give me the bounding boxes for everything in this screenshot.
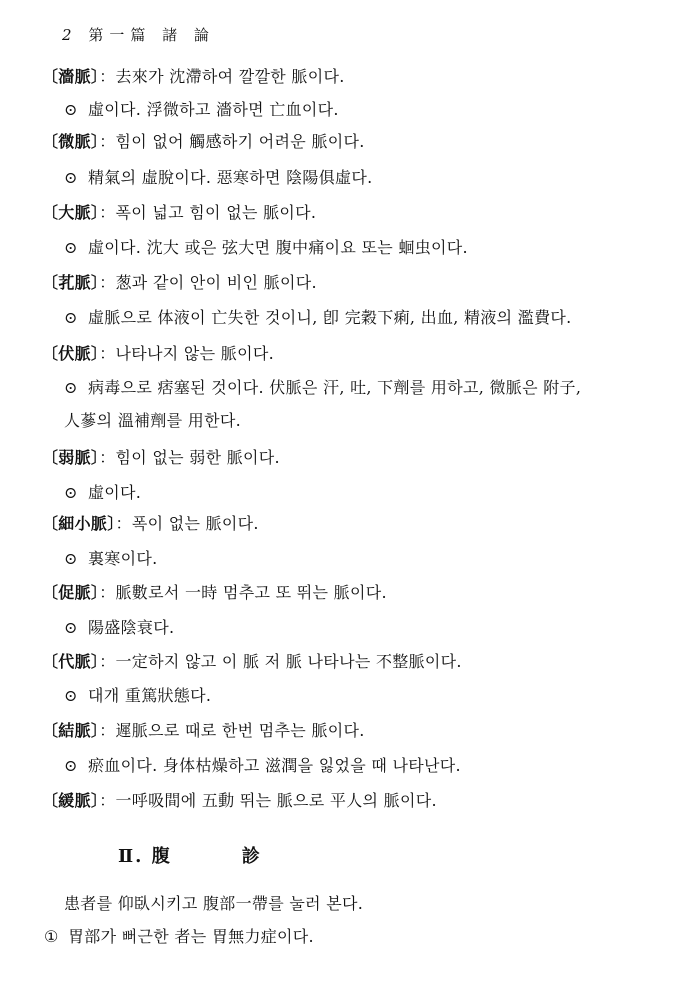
note-text: 裏寒이다. — [88, 549, 158, 568]
section-paragraph: 患者를 仰臥시키고 腹部一帶를 눌러 본다. — [64, 894, 364, 913]
pulse-note — [64, 307, 572, 329]
pulse-definition: ：나타나지 않는 脈이다. — [99, 344, 275, 363]
note-text: 陽盛陰衰다. — [88, 618, 175, 637]
bullet-circle-icon: ⊙ — [64, 686, 78, 705]
pulse-definition: ：一呼吸間에 五動 뛰는 脈으로 平人의 脈이다. — [99, 791, 437, 810]
bullet-circle-icon: ⊙ — [64, 483, 78, 502]
section-numeral: Ⅱ. — [118, 846, 144, 867]
pulse-definition: ：遲脈으로 때로 한번 멈추는 脈이다. — [99, 721, 365, 740]
pulse-entry — [42, 202, 316, 224]
pulse-note-continued: 人蔘의 溫補劑를 用한다. — [64, 411, 241, 430]
pulse-definition: ：힘이 없는 弱한 脈이다. — [99, 448, 280, 467]
pulse-entry — [42, 513, 259, 535]
pulse-term: 〔微脈〕 — [42, 132, 100, 151]
pulse-entry — [42, 343, 274, 365]
pulse-note — [64, 617, 174, 639]
pulse-term: 〔大脈〕 — [42, 203, 100, 222]
pulse-note — [64, 99, 339, 121]
pulse-note — [64, 482, 141, 504]
pulse-term: 〔弱脈〕 — [42, 448, 100, 467]
page-number: 2 — [62, 26, 73, 44]
section-title-second: 診 — [241, 846, 262, 867]
bullet-circle-icon: ⊙ — [64, 549, 78, 568]
note-text: 病毒으로 痞塞된 것이다. 伏脈은 汗, 吐, 下劑를 用하고, 微脈은 附子, — [88, 378, 582, 397]
pulse-entry — [42, 272, 317, 294]
pulse-term: 〔結脈〕 — [42, 721, 100, 740]
bullet-circle-icon: ⊙ — [64, 100, 78, 119]
pulse-entry — [42, 720, 365, 742]
note-text: 虛이다. 浮微하고 濇하면 亡血이다. — [88, 100, 339, 119]
pulse-note — [64, 237, 468, 259]
pulse-definition: ：一定하지 않고 이 脈 저 脈 나타나는 不整脈이다. — [99, 652, 462, 671]
pulse-note — [64, 685, 211, 707]
pulse-entry — [42, 131, 365, 153]
bullet-circle-icon: ⊙ — [64, 378, 78, 397]
chapter-title: 第一篇 諸 論 — [88, 26, 215, 44]
pulse-definition: ：폭이 넓고 힘이 없는 脈이다. — [99, 203, 317, 222]
note-text: 대개 重篤狀態다. — [88, 686, 212, 705]
section-title-first: 腹 — [151, 846, 172, 867]
pulse-note — [64, 548, 158, 570]
pulse-entry — [42, 651, 462, 673]
pulse-definition: ：葱과 같이 안이 비인 脈이다. — [99, 273, 317, 292]
item-marker: ① — [44, 927, 59, 946]
pulse-entry — [42, 66, 345, 88]
pulse-term: 〔緩脈〕 — [42, 791, 100, 810]
pulse-term: 〔濇脈〕 — [42, 67, 100, 86]
item-text: 胃部가 뻐근한 者는 胃無力症이다. — [68, 927, 314, 946]
bullet-circle-icon: ⊙ — [64, 308, 78, 327]
pulse-definition: ：去來가 沈滯하여 깔깔한 脈이다. — [99, 67, 345, 86]
pulse-term: 〔伏脈〕 — [42, 344, 100, 363]
pulse-term: 〔細小脈〕 — [42, 514, 116, 533]
pulse-term: 〔代脈〕 — [42, 652, 100, 671]
pulse-note — [64, 167, 372, 189]
bullet-circle-icon: ⊙ — [64, 168, 78, 187]
note-text: 虛이다. — [88, 483, 142, 502]
pulse-note — [64, 377, 581, 399]
section-heading — [118, 846, 262, 868]
bullet-circle-icon: ⊙ — [64, 238, 78, 257]
pulse-definition: ：힘이 없어 觸感하기 어려운 脈이다. — [99, 132, 365, 151]
pulse-note — [64, 755, 461, 777]
pulse-term: 〔促脈〕 — [42, 583, 100, 602]
bullet-circle-icon: ⊙ — [64, 756, 78, 775]
bullet-circle-icon: ⊙ — [64, 618, 78, 637]
pulse-term: 〔芤脈〕 — [42, 273, 100, 292]
note-text: 虛脈으로 体液이 亡失한 것이니, 卽 完穀下痢, 出血, 精液의 濫費다. — [88, 308, 572, 327]
numbered-item — [44, 926, 314, 948]
pulse-definition: ：폭이 없는 脈이다. — [115, 514, 259, 533]
note-text: 精氣의 虛脫이다. 惡寒하면 陰陽俱虛다. — [88, 168, 373, 187]
note-text: 瘀血이다. 身体枯燥하고 滋潤을 잃었을 때 나타난다. — [88, 756, 461, 775]
pulse-definition: ：脈數로서 一時 멈추고 또 뛰는 脈이다. — [99, 583, 387, 602]
pulse-entry — [42, 447, 280, 469]
pulse-entry — [42, 582, 387, 604]
pulse-entry — [42, 790, 437, 812]
note-text: 虛이다. 沈大 或은 弦大면 腹中痛이요 또는 蛔虫이다. — [88, 238, 468, 257]
page-header — [62, 24, 215, 46]
